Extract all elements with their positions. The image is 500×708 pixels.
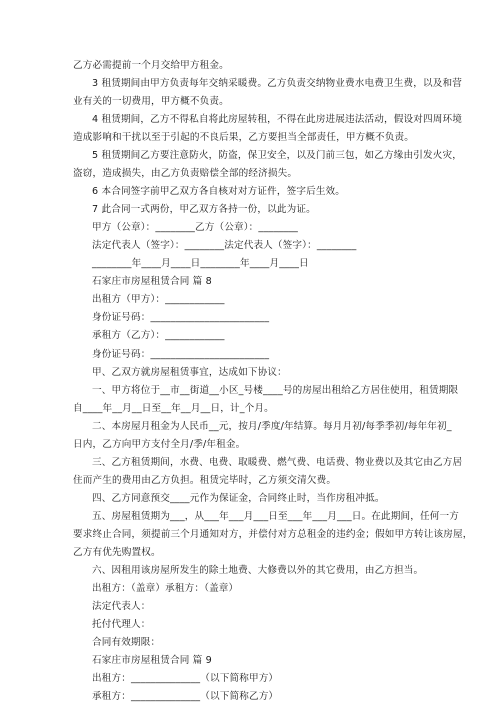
text-line-6: 5 租赁期间乙方要注意防火，防盗，保卫安全，以及门前三包，如乙方缘由引发火灾， [92, 150, 462, 162]
clause-2-line-1: 二、本房屋月租金为人民币__元，按月/季度/年结算。每月月初/每季季初/每年年初_ [92, 420, 452, 432]
lessor-field: 出租方（甲方）：____________ [92, 294, 225, 306]
clause-4: 四、乙方同意预交____元作为保证金，合同终止时，当作房租冲抵。 [92, 492, 385, 504]
text-line-5: 造成影响和干扰以至于引起的不良后果，乙方要担当全部责任，甲方概不负责。 [73, 132, 415, 144]
seal-line: 出租方：（盖章）承租方：（盖章） [92, 582, 239, 594]
lessee-line-9: 承租方：______________（以下简称乙方） [92, 691, 279, 702]
section-heading-9: 石家庄市房屋租赁合同 篇 9 [92, 654, 212, 666]
text-line-2: 3 租赁期间由甲方负责每年交纳采暖费。乙方负责交纳物业费水电费卫生费，以及和营 [92, 78, 462, 89]
text-line-3: 业有关的一切费用，甲方概不负责。 [73, 96, 229, 108]
validity-line: 合同有效期限： [92, 636, 161, 648]
text-line-1: 乙方必需提前一个月交给甲方租金。 [73, 60, 229, 71]
clause-5-line-2: 要求终止合同，须提前三个月通知对方，并偿付对方总租金的违约金；假如甲方转让该房屋， [73, 528, 473, 540]
lessor-id-field: 身份证号码：________________________ [92, 312, 270, 324]
lessee-id-field: 身份证号码：________________________ [92, 348, 270, 360]
clause-3-line-2: 住而产生的费用由乙方负担。租赁完毕时，乙方须交清欠费。 [73, 474, 337, 486]
clause-1-line-1: 一、甲方将位于__市__街道__小区_号楼____号的房屋出租给乙方居住使用，租赁期限 [92, 384, 459, 396]
clause-6: 六、因租用该房屋所发生的除土地费、大修费以外的其它费用，由乙方担当。 [92, 564, 424, 576]
signature-line-representatives: 法定代表人（签字）：________法定代表人（签字）：________ [92, 240, 357, 252]
clause-5-line-3: 乙方有优先购置权。 [73, 546, 161, 558]
text-line-agreement: 甲、乙双方就房屋租赁事宜，达成如下协议： [92, 366, 287, 378]
clause-3-line-1: 三、乙方租赁期间，水费、电费、取暖费、燃气费、电话费、物业费以及其它由乙方居 [92, 456, 463, 468]
clause-2-line-2: 日内，乙方向甲方支付全月/季/年租金。 [73, 438, 246, 450]
clause-1-line-2: 自____年__月__日至__年__月__日，计_个月。 [73, 402, 274, 414]
text-line-9: 7 此合同一式两份，甲乙双方各持一份，以此为证。 [92, 204, 316, 216]
text-line-8: 6 本合同签字前甲乙双方各自核对对方证件，签字后生效。 [92, 186, 346, 198]
text-line-7: 盗窃，造成损失，由乙方负责赔偿全部的经济损失。 [73, 168, 298, 180]
clause-5-line-1: 五、房屋租赁期为___，从___年___月___日至___年___月___日。在此期间，任何一方 [92, 510, 459, 522]
agent-line: 托付代理人： [92, 618, 151, 630]
signature-line-dates: ________年____月____日________年____月____日 [92, 258, 309, 270]
lessee-field: 承租方（乙方）：____________ [92, 330, 225, 342]
legal-representative-line: 法定代表人： [92, 600, 151, 612]
signature-line-parties: 甲方（公章）：________乙方（公章）：________ [92, 222, 298, 234]
lessor-line-9: 出租方：______________（以下简称甲方） [92, 673, 279, 684]
text-line-4: 4 租赁期间，乙方不得私自将此房屋转租，不得在此房进展违法活动，假设对四周环境 [92, 114, 462, 126]
section-heading-8: 石家庄市房屋租赁合同 篇 8 [92, 276, 212, 288]
